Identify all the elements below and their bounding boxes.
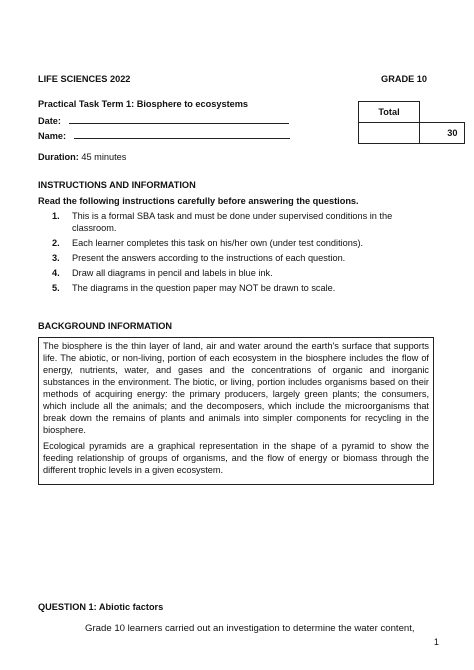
item-number: 1. — [52, 211, 60, 221]
name-field-row — [38, 130, 290, 142]
list-item — [52, 210, 424, 234]
total-marks-box — [358, 101, 465, 144]
date-field-row — [38, 115, 289, 127]
background-paragraph: Ecological pyramids are a graphical representation in the shape of a pyramid to show the feeding relationship of groups of organisms, and the flow of energy or biomass through the different trophic levels in a given ecosystem. — [43, 441, 429, 475]
duration-value: 45 minutes — [81, 152, 127, 162]
item-text: The diagrams in the question paper may NOT be drawn to scale. — [72, 283, 336, 293]
grade-label: GRADE 10 — [381, 74, 427, 84]
total-label: Total — [359, 102, 420, 123]
background-heading: BACKGROUND INFORMATION — [38, 321, 173, 331]
date-label: Date: — [38, 116, 61, 126]
item-number: 3. — [52, 253, 60, 263]
question-1-heading: QUESTION 1: Abiotic factors — [38, 602, 164, 612]
background-info-box — [38, 337, 434, 485]
item-text: Each learner completes this task on his/her own (under test conditions). — [72, 238, 364, 248]
instructions-list — [52, 210, 424, 297]
item-number: 4. — [52, 268, 60, 278]
item-text: Draw all diagrams in pencil and labels in blue ink. — [72, 268, 273, 278]
question-1-text: Grade 10 learners carried out an investigation to determine the water content, — [85, 623, 415, 634]
name-line — [74, 130, 290, 139]
duration-row — [38, 151, 126, 163]
date-line — [69, 115, 289, 124]
instructions-heading: INSTRUCTIONS AND INFORMATION — [38, 180, 196, 190]
instructions-subheading: Read the following instructions carefully before answering the questions. — [38, 196, 359, 206]
item-text: Present the answers according to the instructions of each question. — [72, 253, 346, 263]
total-empty-cell — [420, 102, 465, 123]
task-title: Practical Task Term 1: Biosphere to ecosystems — [38, 99, 249, 109]
total-value: 30 — [420, 123, 465, 144]
list-item — [52, 282, 424, 294]
list-item — [52, 252, 424, 264]
list-item — [52, 267, 424, 279]
background-paragraph: The biosphere is the thin layer of land, air and water around the earth's surface that supports life. The abiotic, or non-living, portion of each ecosystem in the biosphere includes the flow of energy, nutrients, water, and gases and the concentrations of organic and inorganic substances in the environment. The biotic, or living, portion includes organisms based on their methods of acquiring energy: the primary producers, largely green plants; the consumers, which include all the animals; and the decomposers, which include the microorganisms that break down the remains of plants and animals into simpler components for recycling in the biosphere. — [43, 341, 429, 435]
subject-title: LIFE SCIENCES 2022 — [38, 74, 131, 84]
item-number: 5. — [52, 283, 60, 293]
item-text: This is a formal SBA task and must be done under supervised conditions in the classroom. — [72, 211, 393, 233]
page-number: 1 — [433, 637, 439, 647]
name-label: Name: — [38, 131, 67, 141]
duration-label: Duration: — [38, 152, 79, 162]
item-number: 2. — [52, 238, 60, 248]
total-blank-cell — [359, 123, 420, 144]
list-item — [52, 237, 424, 249]
